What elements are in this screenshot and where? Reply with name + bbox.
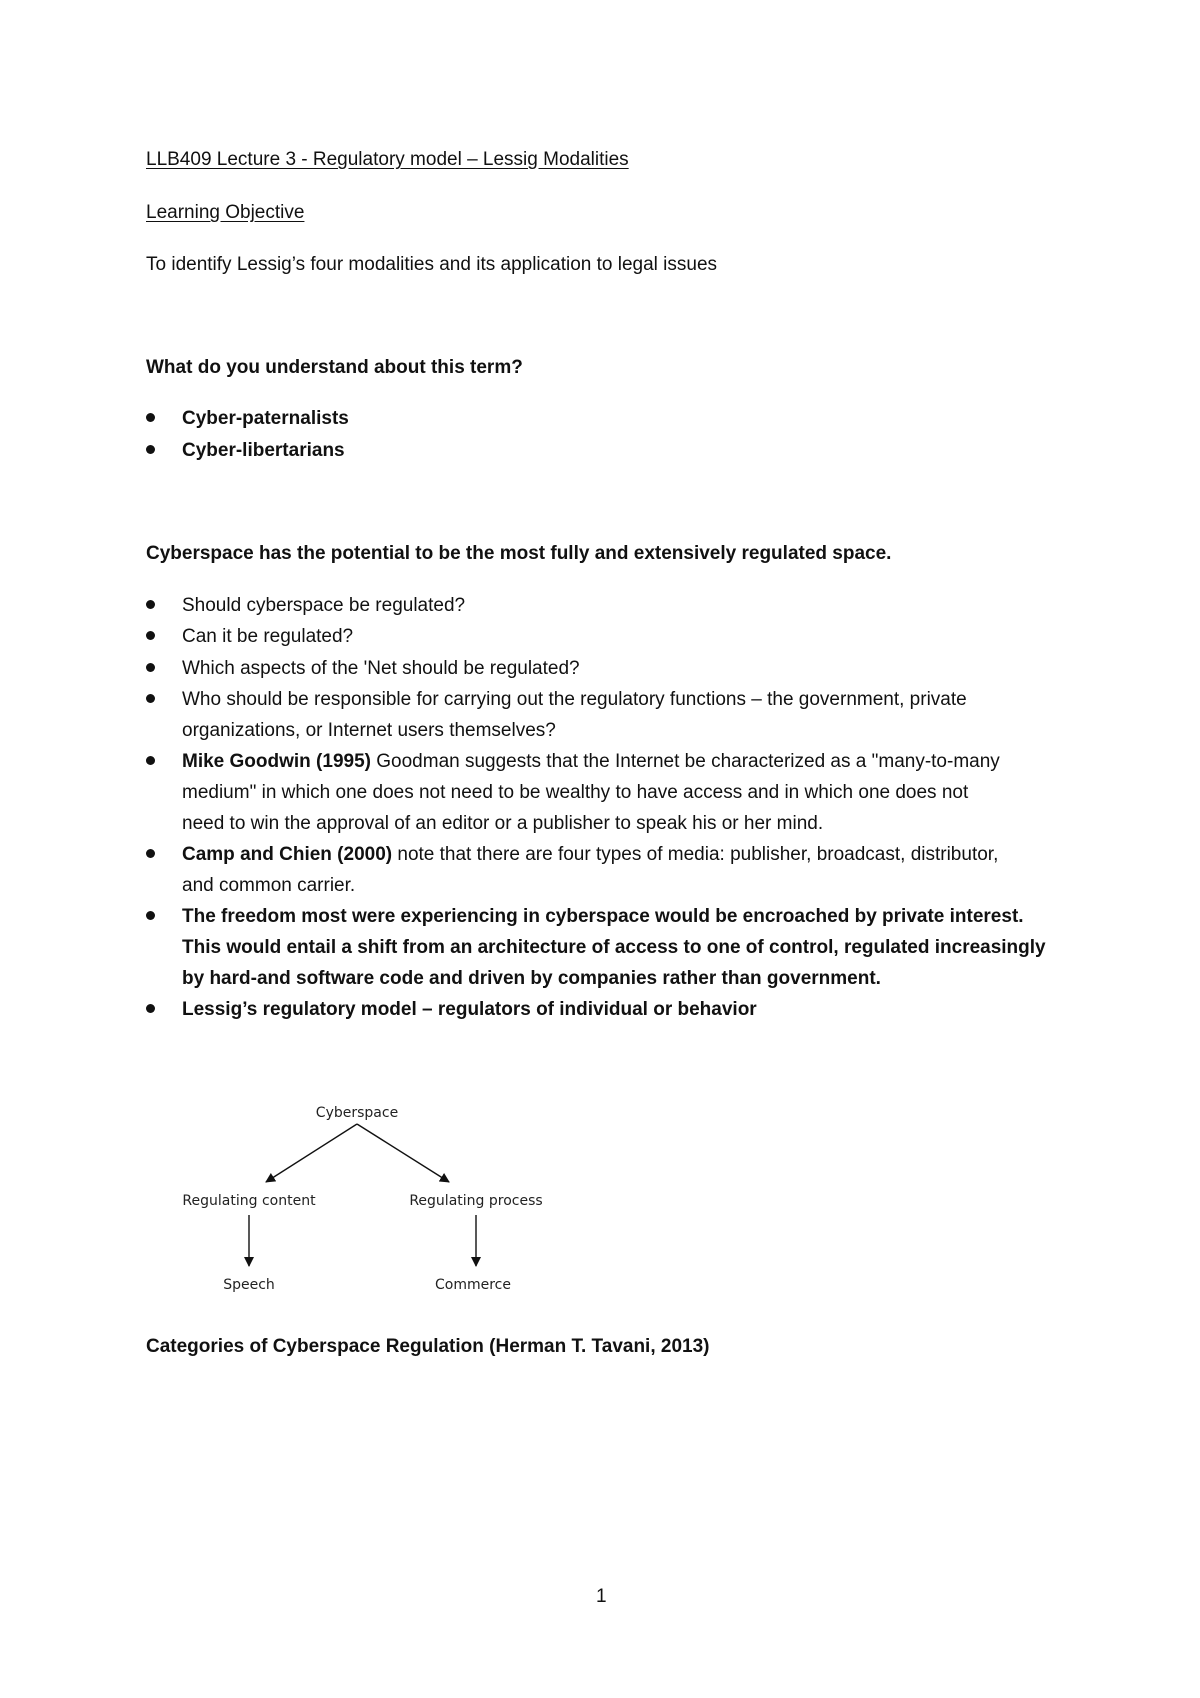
diagram-speech-label: Speech bbox=[223, 1277, 275, 1293]
camp-citation: Camp and Chien (2000) bbox=[182, 844, 393, 865]
bullet-icon bbox=[146, 600, 155, 609]
diagram-root-label: Cyberspace bbox=[315, 1105, 399, 1121]
question-item: Should cyberspace be regulated? bbox=[182, 595, 466, 616]
bullet-icon bbox=[146, 849, 155, 858]
goodwin-line: medium" in which one does not need to be wealthy to have access and in which one does not bbox=[182, 782, 969, 803]
bullet-icon bbox=[146, 756, 155, 765]
regulation-diagram bbox=[170, 1098, 570, 1298]
camp-line: and common carrier. bbox=[182, 875, 356, 896]
bullet-icon bbox=[146, 911, 155, 920]
freedom-line: This would entail a shift from an architecture of access to one of control, regulated increasingly bbox=[182, 937, 1046, 958]
bullet-icon bbox=[146, 694, 155, 703]
diagram-arrow-right bbox=[357, 1124, 449, 1182]
question-item-line: organizations, or Internet users themselves? bbox=[182, 720, 556, 741]
learning-objective-heading: Learning Objective bbox=[146, 202, 305, 223]
diagram-left-label: Regulating content bbox=[182, 1193, 316, 1209]
question-item-line: Who should be responsible for carrying out the regulatory functions – the government, private bbox=[182, 689, 967, 710]
goodwin-citation: Mike Goodwin (1995) bbox=[182, 751, 371, 772]
document-title: LLB409 Lecture 3 - Regulatory model – Lessig Modalities bbox=[146, 149, 629, 170]
term-cyber-paternalists: Cyber-paternalists bbox=[182, 408, 349, 429]
lessig-model-item: Lessig’s regulatory model – regulators of individual or behavior bbox=[182, 999, 757, 1020]
diagram-commerce-label: Commerce bbox=[435, 1277, 511, 1293]
bullet-icon bbox=[146, 445, 155, 454]
goodwin-line: need to win the approval of an editor or a publisher to speak his or her mind. bbox=[182, 813, 824, 834]
freedom-line: The freedom most were experiencing in cyberspace would be encroached by private interest. bbox=[182, 906, 1024, 927]
question-item: Can it be regulated? bbox=[182, 626, 354, 647]
diagram-right-label: Regulating process bbox=[409, 1193, 543, 1209]
goodwin-text: Goodman suggests that the Internet be characterized as a "many-to-many bbox=[370, 751, 1000, 772]
regulation-statement: Cyberspace has the potential to be the most fully and extensively regulated space. bbox=[146, 543, 892, 564]
freedom-line: by hard-and software code and driven by companies rather than government. bbox=[182, 968, 881, 989]
camp-line bbox=[182, 845, 998, 864]
term-cyber-libertarians: Cyber-libertarians bbox=[182, 440, 345, 461]
bullet-icon bbox=[146, 1004, 155, 1013]
goodwin-line bbox=[182, 752, 1000, 771]
learning-objective-text: To identify Lessig’s four modalities and its application to legal issues bbox=[146, 254, 718, 275]
bullet-icon bbox=[146, 631, 155, 640]
bullet-icon bbox=[146, 663, 155, 672]
bullet-icon bbox=[146, 413, 155, 422]
question-heading: What do you understand about this term? bbox=[146, 357, 523, 378]
page-number: 1 bbox=[596, 1586, 607, 1607]
diagram-caption: Categories of Cyberspace Regulation (Herman T. Tavani, 2013) bbox=[146, 1336, 710, 1357]
diagram-arrow-left bbox=[266, 1124, 357, 1182]
camp-text: note that there are four types of media: publisher, broadcast, distributor, bbox=[392, 844, 999, 865]
question-item: Which aspects of the 'Net should be regulated? bbox=[182, 658, 580, 679]
